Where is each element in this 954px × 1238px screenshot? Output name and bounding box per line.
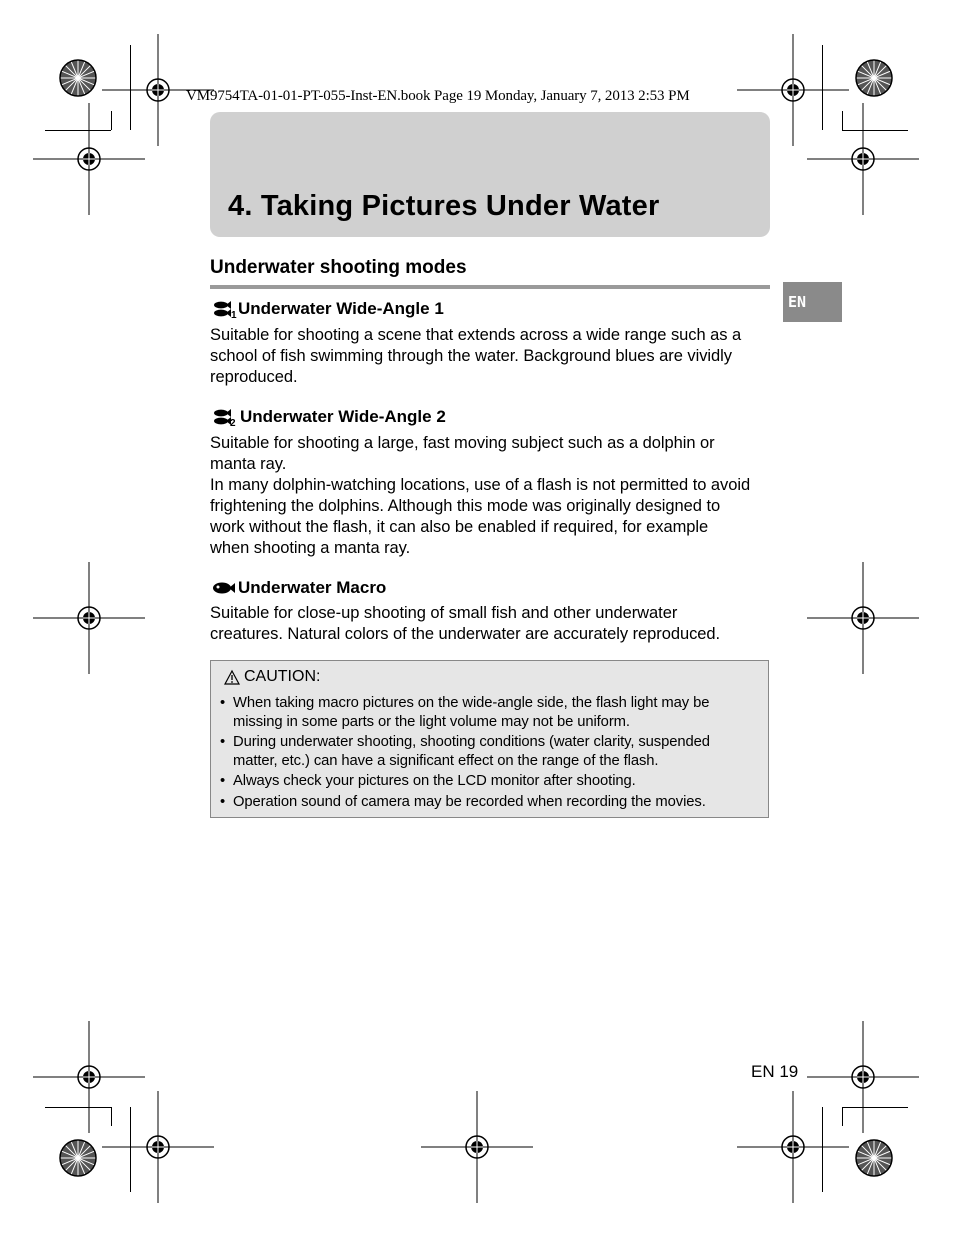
caution-heading	[224, 668, 320, 686]
paragraph-line: manta ray.	[210, 455, 287, 473]
paragraph-line: creatures. Natural colors of the underwater are accurately reproduced.	[210, 625, 721, 643]
fish-wide-angle-2-icon	[212, 407, 238, 427]
caution-line: Operation sound of camera may be recorded when recording the movies.	[233, 793, 706, 810]
page-number: EN 19	[751, 1062, 799, 1081]
caution-line: During underwater shooting, shooting conditions (water clarity, suspended	[233, 734, 710, 750]
caution-line: When taking macro pictures on the wide-angle side, the flash light may be	[233, 695, 710, 711]
section-divider	[210, 285, 770, 289]
paragraph-line: Suitable for shooting a scene that extends across a wide range such as a	[210, 326, 742, 344]
mode-heading-macro	[212, 578, 386, 598]
mode-description-wide-angle-1	[210, 325, 780, 388]
warning-triangle-icon	[224, 670, 240, 685]
caution-list	[219, 694, 764, 813]
language-tab: EN	[783, 282, 842, 322]
bullet: •	[220, 734, 226, 750]
mode-title: Underwater Wide-Angle 1	[238, 299, 444, 318]
caution-title: CAUTION:	[244, 668, 321, 685]
bullet: •	[220, 793, 226, 810]
mode-title: Underwater Wide-Angle 2	[240, 407, 446, 426]
caution-item	[219, 733, 764, 770]
caution-line: matter, etc.) can have a significant effect on the range of the flash.	[233, 752, 659, 769]
paragraph-line: frightening the dolphins. Although this mode was originally designed to	[210, 497, 721, 515]
mode-heading-wide-angle-1	[212, 299, 444, 319]
svg-text:1: 1	[231, 310, 237, 321]
fish-macro-icon	[212, 578, 236, 598]
mode-description-macro	[210, 603, 780, 645]
caution-line: Always check your pictures on the LCD monitor after shooting.	[233, 773, 636, 789]
print-header: VM9754TA-01-01-PT-055-Inst-EN.book Page 19 Monday, January 7, 2013 2:53 PM	[186, 88, 690, 104]
caution-item	[219, 793, 764, 812]
paragraph-line: Suitable for shooting a large, fast moving subject such as a dolphin or	[210, 434, 715, 452]
mode-description-wide-angle-2	[210, 433, 780, 559]
chapter-title-band	[210, 112, 770, 237]
fish-wide-angle-1-icon	[212, 299, 236, 319]
mode-title: Underwater Macro	[238, 578, 387, 597]
caution-item	[219, 772, 764, 791]
caution-item	[219, 694, 764, 731]
bullet: •	[220, 773, 226, 789]
mode-heading-wide-angle-2	[212, 407, 446, 427]
caution-line: missing in some parts or the light volume may not be uniform.	[233, 713, 630, 730]
paragraph-line: school of fish swimming through the water. Background blues are vividly	[210, 347, 732, 365]
paragraph-line: Suitable for close-up shooting of small fish and other underwater	[210, 604, 678, 622]
paragraph-line: reproduced.	[210, 368, 298, 386]
caution-box	[210, 660, 769, 818]
section-heading: Underwater shooting modes	[210, 257, 467, 278]
chapter-title: 4. Taking Pictures Under Water	[228, 190, 660, 222]
paragraph-line: work without the flash, it can also be enabled if required, for example	[210, 518, 709, 536]
svg-text:2: 2	[230, 418, 236, 429]
paragraph-line: In many dolphin-watching locations, use of a flash is not permitted to avoid	[210, 476, 751, 494]
paragraph-line: when shooting a manta ray.	[210, 539, 411, 557]
bullet: •	[220, 695, 226, 711]
